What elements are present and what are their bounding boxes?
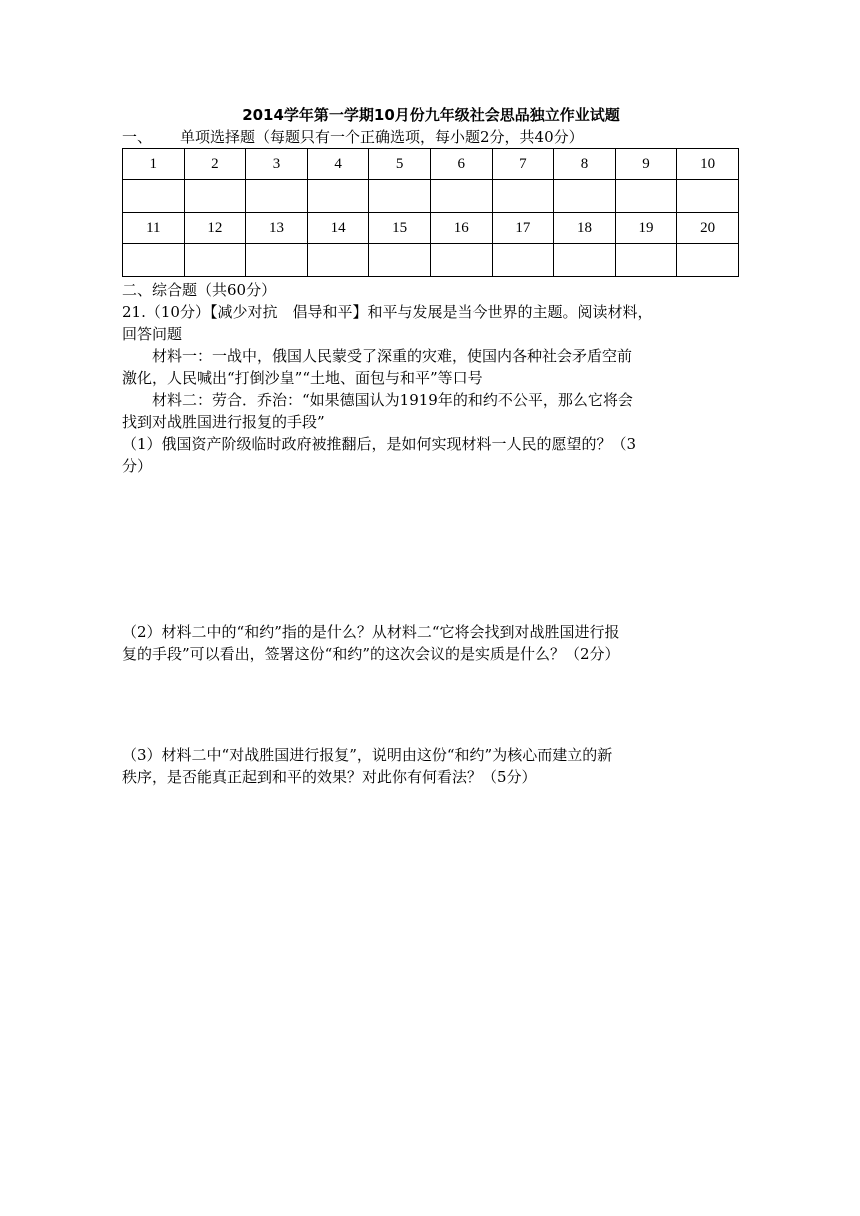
- sub-question-3-line1: （3）材料二中“对战胜国进行报复”，说明由这份“和约”为核心而建立的新: [122, 746, 613, 764]
- answer-cell[interactable]: [492, 244, 554, 277]
- material1-line1: 材料一：一战中，俄国人民蒙受了深重的灾难，使国内各种社会矛盾空前: [152, 347, 633, 365]
- answer-cell[interactable]: [554, 244, 616, 277]
- answer-cell[interactable]: [123, 180, 185, 213]
- section1-number: 一、: [122, 128, 153, 146]
- answer-cell[interactable]: [430, 180, 492, 213]
- question-number-cell: 13: [246, 213, 308, 244]
- question-number-cell: 19: [615, 213, 677, 244]
- sub-question-1-line1: （1）俄国资产阶级临时政府被推翻后，是如何实现材料一人民的愿望的？（3: [122, 435, 637, 453]
- sub-question-3-line2: 秩序，是否能真正起到和平的效果？对此你有何看法？（5分）: [122, 768, 537, 786]
- answer-space-1[interactable]: [122, 477, 740, 621]
- answer-cell[interactable]: [677, 244, 739, 277]
- question-number-cell: 1: [123, 149, 185, 180]
- question-number-cell: 17: [492, 213, 554, 244]
- answer-cell[interactable]: [123, 244, 185, 277]
- answer-cell[interactable]: [307, 244, 369, 277]
- material2-line2: 找到对战胜国进行报复的手段”: [122, 413, 325, 431]
- q21-intro-line1: 21.（10分）【减少对抗 倡导和平】和平与发展是当今世界的主题。阅读材料，: [122, 303, 653, 321]
- question-number-cell: 18: [554, 213, 616, 244]
- question-number-cell: 15: [369, 213, 431, 244]
- answer-table: [122, 148, 739, 277]
- question-number-cell: 10: [677, 149, 739, 180]
- answer-space-3[interactable]: [122, 788, 740, 1088]
- question-number-cell: 6: [430, 149, 492, 180]
- section2-heading: 二、综合题（共60分）: [122, 281, 277, 299]
- answer-cell[interactable]: [677, 180, 739, 213]
- exam-page: [122, 104, 740, 1088]
- question-number-cell: 20: [677, 213, 739, 244]
- question-number-cell: 4: [307, 149, 369, 180]
- question-number-cell: 7: [492, 149, 554, 180]
- answer-table-blank-row-1: [123, 180, 739, 213]
- sub-question-2-line2: 复的手段”可以看出，签署这份“和约”的这次会议的是实质是什么？（2分）: [122, 645, 620, 663]
- answer-cell[interactable]: [615, 244, 677, 277]
- answer-cell[interactable]: [307, 180, 369, 213]
- answer-cell[interactable]: [184, 244, 246, 277]
- answer-cell[interactable]: [184, 180, 246, 213]
- answer-cell[interactable]: [246, 244, 308, 277]
- material1-line2: 激化，人民喊出“打倒沙皇”“土地、面包与和平”等口号: [122, 369, 483, 387]
- section1-text: 单项选择题（每题只有一个正确选项，每小题2分，共40分）: [180, 128, 584, 146]
- exam-title: 2014学年第一学期10月份九年级社会思品独立作业试题: [242, 106, 620, 124]
- question-number-cell: 12: [184, 213, 246, 244]
- question-number-cell: 2: [184, 149, 246, 180]
- sub-question-2-line1: （2）材料二中的“和约”指的是什么？从材料二“它将会找到对战胜国进行报: [122, 623, 620, 641]
- question-number-cell: 5: [369, 149, 431, 180]
- answer-space-2[interactable]: [122, 665, 740, 744]
- section1-heading: [122, 126, 740, 148]
- question-number-cell: 16: [430, 213, 492, 244]
- sub-question-1-line2: 分）: [122, 457, 153, 475]
- answer-cell[interactable]: [430, 244, 492, 277]
- answer-cell[interactable]: [492, 180, 554, 213]
- answer-table-number-row-2: [123, 213, 739, 244]
- question-number-cell: 9: [615, 149, 677, 180]
- question-number-cell: 3: [246, 149, 308, 180]
- question-number-cell: 14: [307, 213, 369, 244]
- answer-table-number-row-1: [123, 149, 739, 180]
- material2-line1: 材料二：劳合．乔治：“如果德国认为1919年的和约不公平，那么它将会: [152, 391, 633, 409]
- question-number-cell: 11: [123, 213, 185, 244]
- answer-cell[interactable]: [369, 244, 431, 277]
- answer-cell[interactable]: [554, 180, 616, 213]
- question-21: [122, 301, 740, 1088]
- answer-cell[interactable]: [369, 180, 431, 213]
- question-number-cell: 8: [554, 149, 616, 180]
- answer-cell[interactable]: [615, 180, 677, 213]
- answer-cell[interactable]: [246, 180, 308, 213]
- answer-table-blank-row-2: [123, 244, 739, 277]
- q21-intro-line2: 回答问题: [122, 325, 183, 343]
